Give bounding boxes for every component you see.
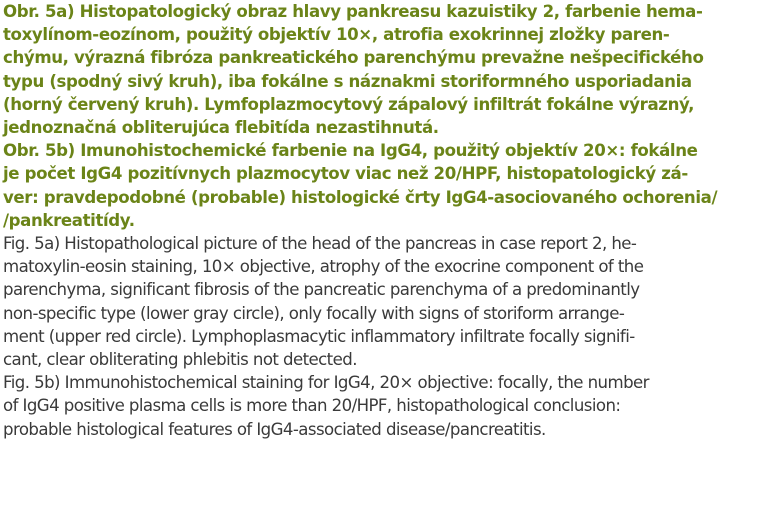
caption-line: (horný červený kruh). Lymfoplazmocytový zápalový infiltrát fokálne výrazný, bbox=[3, 94, 695, 114]
caption-line: matoxylin-eosin staining, 10× objective, atrophy of the exocrine component of the bbox=[3, 257, 644, 277]
caption-sk-5b bbox=[3, 139, 763, 232]
caption-line: Obr. 5b) Imunohistochemické farbenie na IgG4, použitý objektív 20×: fokálne bbox=[3, 141, 698, 161]
caption-line: probable histological features of IgG4-associated disease/pancreatitis. bbox=[3, 419, 546, 439]
caption-sk-5a bbox=[3, 0, 763, 139]
caption-line: Fig. 5b) Immunohistochemical staining for IgG4, 20× objective: focally, the number bbox=[3, 373, 649, 393]
caption-line: Obr. 5a) Histopatologický obraz hlavy pankreasu kazuistiky 2, farbenie hema- bbox=[3, 2, 703, 21]
caption-en-5a bbox=[3, 232, 763, 371]
caption-line: /pankreatitídy. bbox=[3, 210, 135, 230]
caption-slovak bbox=[3, 0, 763, 232]
figure-caption bbox=[3, 0, 763, 441]
caption-line: of IgG4 positive plasma cells is more than 20/HPF, histopathological conclusion: bbox=[3, 396, 621, 416]
caption-line: toxylínom-eozínom, použitý objektív 10×, atrofia exokrinnej zložky paren- bbox=[3, 25, 670, 45]
caption-line: ment (upper red circle). Lymphoplasmacytic inflammatory infiltrate focally signifi- bbox=[3, 326, 635, 346]
caption-line: chýmu, výrazná fibróza pankreatického parenchýmu prevažne nešpecifického bbox=[3, 48, 704, 68]
caption-line: cant, clear obliterating phlebitis not detected. bbox=[3, 350, 357, 370]
caption-line: typu (spodný sivý kruh), iba fokálne s náznakmi storiformného usporiadania bbox=[3, 71, 692, 91]
caption-english bbox=[3, 232, 763, 441]
caption-line: jednoznačná obliterujúca flebitída nezastihnutá. bbox=[3, 118, 439, 138]
caption-en-5b bbox=[3, 371, 763, 441]
caption-line: Fig. 5a) Histopathological picture of the head of the pancreas in case report 2, he- bbox=[3, 234, 637, 254]
caption-line: non-specific type (lower gray circle), only focally with signs of storiform arrange- bbox=[3, 303, 625, 323]
caption-line: parenchyma, significant fibrosis of the pancreatic parenchyma of a predominantly bbox=[3, 280, 640, 300]
caption-line: ver: pravdepodobné (probable) histologické črty IgG4-asociovaného ochorenia/ bbox=[3, 187, 718, 207]
caption-line: je počet IgG4 pozitívnych plazmocytov viac než 20/HPF, histopatologický zá- bbox=[3, 164, 688, 184]
